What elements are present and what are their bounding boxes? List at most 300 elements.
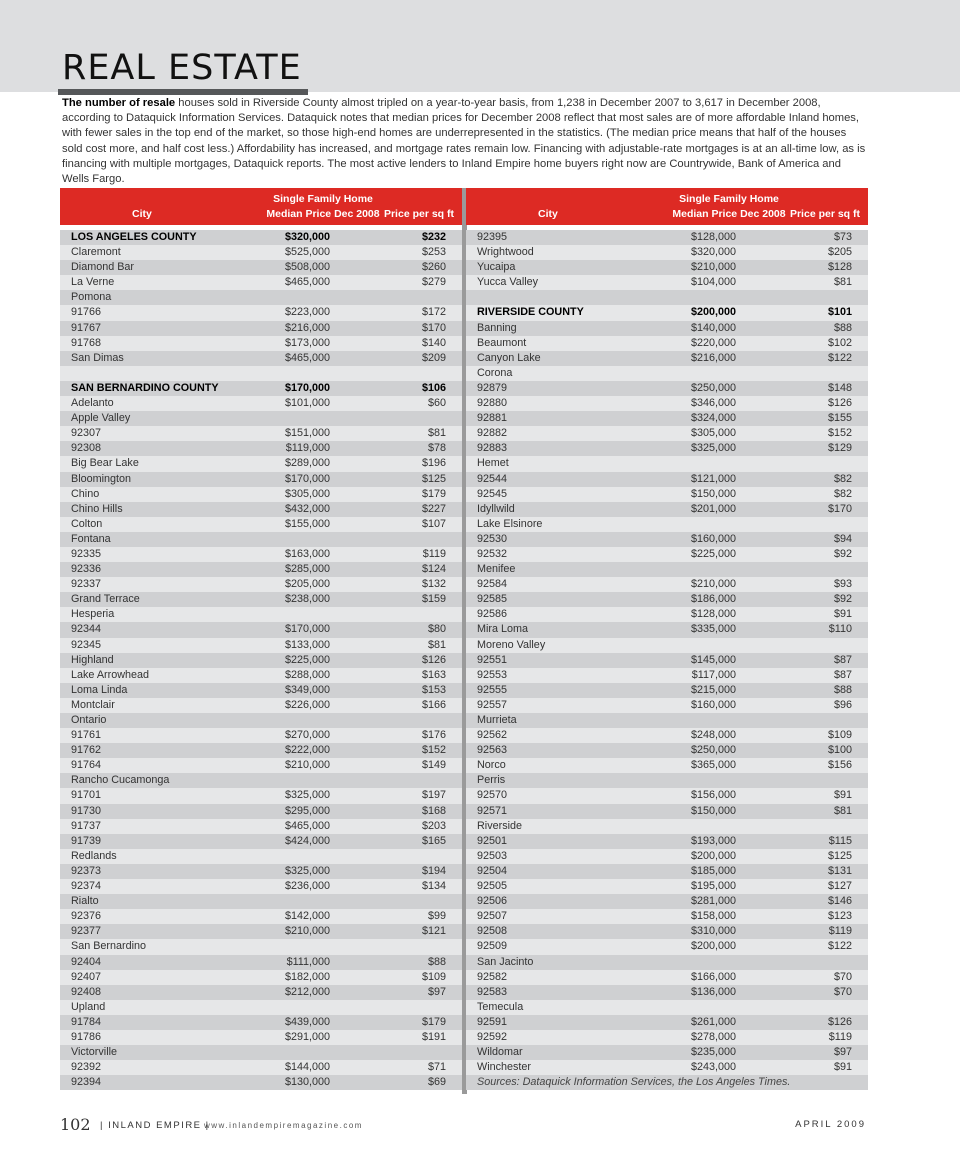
- price-per-sqft-cell: $279: [421, 276, 446, 289]
- price-per-sqft-cell: $110: [828, 623, 852, 636]
- city-cell: 92506: [477, 895, 508, 908]
- city-cell: Upland: [71, 1000, 106, 1013]
- median-price-cell: $182,000: [284, 970, 330, 983]
- price-per-sqft-cell: $125: [827, 849, 852, 862]
- city-cell: Ontario: [71, 714, 107, 726]
- median-price-cell: $160,000: [690, 698, 736, 711]
- table-row: [466, 668, 868, 683]
- table-row: [466, 683, 868, 698]
- price-per-sqft-cell: $94: [833, 532, 852, 545]
- price-per-sqft-cell: $81: [833, 276, 852, 289]
- median-price-cell: $140,000: [690, 321, 736, 334]
- median-price-cell: $166,000: [690, 970, 736, 983]
- city-cell: Wildomar: [477, 1046, 523, 1059]
- county-row: [60, 230, 462, 245]
- table-row: [60, 622, 462, 637]
- city-cell: Victorville: [71, 1046, 118, 1059]
- city-cell: 92307: [71, 427, 102, 440]
- city-cell: Yucaipa: [477, 261, 516, 274]
- table-row: [60, 773, 462, 788]
- price-per-sqft-cell: $131: [827, 864, 852, 877]
- page-title: REAL ESTATE: [62, 48, 302, 88]
- median-price-cell: $185,000: [690, 864, 736, 877]
- table-row: [466, 411, 868, 426]
- table-row: [60, 1000, 462, 1015]
- median-price-cell: $155,000: [284, 517, 330, 530]
- table-row: [466, 773, 868, 788]
- price-per-sqft-cell: $122: [827, 940, 852, 953]
- median-price-cell: $145,000: [690, 653, 736, 666]
- magazine-name: | INLAND EMPIRE |: [100, 1120, 210, 1131]
- median-price-cell: $243,000: [690, 1061, 736, 1074]
- median-price-cell: $432,000: [284, 502, 330, 515]
- table-row: [466, 924, 868, 939]
- city-cell: 91764: [71, 759, 102, 772]
- price-per-sqft-cell: $146: [827, 895, 852, 908]
- city-cell: 92344: [71, 623, 102, 636]
- table-row: [466, 532, 868, 547]
- city-cell: 92374: [71, 880, 102, 893]
- median-price-cell: $170,000: [284, 623, 330, 636]
- city-cell: 92505: [477, 880, 508, 893]
- table-row: [466, 336, 868, 351]
- city-cell: 92562: [477, 729, 508, 742]
- table-row: [466, 864, 868, 879]
- median-price-cell: $281,000: [690, 895, 736, 908]
- median-price-cell: $215,000: [690, 683, 736, 696]
- sources-note: [466, 1075, 868, 1090]
- city-cell: San Bernardino: [71, 940, 147, 953]
- header-price-per-sqft: Price per sq ft: [383, 208, 454, 220]
- price-per-sqft-cell: $197: [421, 789, 446, 802]
- median-price-cell: $222,000: [284, 744, 330, 757]
- price-per-sqft-cell: $119: [422, 547, 446, 560]
- table-row: [466, 487, 868, 502]
- price-per-sqft-cell: $155: [827, 412, 852, 425]
- table-row: [60, 487, 462, 502]
- median-price-cell: $142,000: [284, 910, 330, 923]
- table-row: [60, 472, 462, 487]
- table-row: [60, 653, 462, 668]
- median-price-cell: $205,000: [284, 578, 330, 591]
- price-per-sqft-cell: $107: [421, 517, 446, 530]
- price-per-sqft-cell: $260: [421, 261, 446, 274]
- median-price-cell: $210,000: [690, 261, 736, 274]
- price-per-sqft-cell: $109: [827, 729, 852, 742]
- city-cell: 92880: [477, 397, 508, 410]
- price-per-sqft-cell: $172: [421, 306, 446, 319]
- city-cell: Chino: [71, 487, 100, 500]
- table-row: [60, 970, 462, 985]
- table-header-right: [466, 188, 868, 225]
- city-cell: Lake Arrowhead: [71, 668, 150, 681]
- price-per-sqft-cell: $80: [427, 623, 446, 636]
- table-row: [466, 728, 868, 743]
- city-cell: 92308: [71, 442, 102, 455]
- table-row: [60, 290, 462, 305]
- price-per-sqft-cell: $100: [827, 744, 852, 757]
- table-row: [60, 758, 462, 773]
- city-cell: Redlands: [71, 849, 117, 862]
- price-per-sqft-cell: $253: [421, 246, 446, 259]
- table-row: [60, 1045, 462, 1060]
- price-per-sqft-cell: $88: [833, 321, 852, 334]
- city-cell: Rancho Cucamonga: [71, 774, 170, 787]
- city-cell: 92557: [477, 698, 508, 711]
- table-row: [466, 985, 868, 1000]
- table-row: [60, 1075, 462, 1090]
- title-underline: [58, 89, 308, 95]
- table-row: [466, 834, 868, 849]
- price-per-sqft-cell: $159: [421, 593, 446, 606]
- city-cell: 92563: [477, 744, 508, 757]
- city-cell: La Verne: [71, 276, 115, 289]
- table-row: [466, 743, 868, 758]
- header-city: City: [132, 208, 152, 220]
- city-cell: 92407: [71, 970, 102, 983]
- city-cell: Apple Valley: [71, 412, 131, 425]
- price-per-sqft-cell: $170: [827, 502, 852, 515]
- city-cell: Norco: [477, 759, 506, 772]
- price-per-sqft-cell: $125: [421, 472, 446, 485]
- city-cell: Montclair: [71, 698, 115, 711]
- city-cell: 92373: [71, 864, 102, 877]
- price-per-sqft-cell: $115: [828, 834, 852, 847]
- table-row: [466, 577, 868, 592]
- city-cell: 92545: [477, 487, 508, 500]
- median-price-cell: $212,000: [284, 985, 330, 998]
- city-cell: San Dimas: [71, 351, 124, 364]
- table-row: [60, 562, 462, 577]
- city-cell: 91768: [71, 336, 102, 349]
- intro-paragraph: [62, 96, 868, 187]
- table-row: [60, 532, 462, 547]
- median-price-cell: $216,000: [284, 321, 330, 334]
- city-cell: Beaumont: [477, 336, 527, 349]
- median-price-cell: $226,000: [284, 698, 330, 711]
- city-cell: 92570: [477, 789, 508, 802]
- city-cell: 92503: [477, 849, 508, 862]
- city-cell: Diamond Bar: [71, 261, 135, 274]
- price-per-sqft-cell: $109: [421, 970, 446, 983]
- table-row: [60, 456, 462, 471]
- table-row: [466, 260, 868, 275]
- table-row: [466, 879, 868, 894]
- price-per-sqft-cell: $121: [421, 925, 446, 938]
- table-row: [60, 939, 462, 954]
- median-price-cell: $200,000: [690, 849, 736, 862]
- median-price-cell: $320,000: [690, 246, 736, 259]
- price-per-sqft-cell: $82: [833, 472, 852, 485]
- city-cell: 92883: [477, 442, 508, 455]
- city-cell: 92337: [71, 578, 102, 591]
- table-row: [466, 245, 868, 260]
- price-per-sqft-cell: $92: [833, 547, 852, 560]
- table-column-right: [466, 188, 868, 1094]
- city-cell: Claremont: [71, 246, 121, 259]
- city-cell: 92404: [71, 955, 102, 968]
- table-row: [466, 275, 868, 290]
- median-price-cell: $335,000: [690, 623, 736, 636]
- city-cell: 92501: [477, 834, 508, 847]
- city-cell: Idyllwild: [477, 502, 515, 515]
- table-row: [466, 592, 868, 607]
- table-row: [60, 411, 462, 426]
- median-price-cell: $119,000: [285, 442, 330, 455]
- table-row: [466, 638, 868, 653]
- city-cell: 91730: [71, 804, 102, 817]
- table-row: [60, 819, 462, 834]
- median-price-cell: $291,000: [284, 1030, 330, 1043]
- page-footer: [60, 1115, 866, 1137]
- city-cell: 91737: [71, 819, 102, 832]
- price-per-sqft-cell: $97: [833, 1046, 852, 1059]
- city-cell: Murrieta: [477, 714, 517, 726]
- table-row: [60, 245, 462, 260]
- city-cell: 92394: [71, 1076, 102, 1089]
- median-price-cell: $270,000: [284, 729, 330, 742]
- table-row: [60, 426, 462, 441]
- median-price-cell: $424,000: [284, 834, 330, 847]
- city-cell: Menifee: [477, 563, 516, 576]
- table-row: [60, 743, 462, 758]
- median-price-cell: $170,000: [284, 381, 330, 394]
- table-row: [466, 1030, 868, 1045]
- table-row: [60, 366, 462, 381]
- table-row: [466, 517, 868, 532]
- table-row: [60, 321, 462, 336]
- median-price-cell: $136,000: [690, 985, 736, 998]
- price-per-sqft-cell: $126: [421, 653, 446, 666]
- table-row: [60, 849, 462, 864]
- rows-left: [60, 230, 462, 1090]
- price-per-sqft-cell: $153: [421, 683, 446, 696]
- city-cell: 92392: [71, 1061, 102, 1074]
- price-per-sqft-cell: $102: [827, 336, 852, 349]
- median-price-cell: $465,000: [284, 276, 330, 289]
- median-price-cell: $195,000: [690, 880, 736, 893]
- price-per-sqft-cell: $129: [827, 442, 852, 455]
- table-row: [60, 834, 462, 849]
- price-per-sqft-cell: $122: [827, 351, 852, 364]
- city-cell: Mira Loma: [477, 623, 529, 636]
- median-price-cell: $285,000: [284, 563, 330, 576]
- table-row: [466, 472, 868, 487]
- price-per-sqft-cell: $91: [833, 1061, 852, 1074]
- price-per-sqft-cell: $88: [833, 683, 852, 696]
- issue-date: APRIL 2009: [795, 1119, 866, 1130]
- median-price-cell: $121,000: [690, 472, 736, 485]
- table-row: [466, 456, 868, 471]
- city-cell: Hemet: [477, 457, 509, 470]
- table-row: [60, 592, 462, 607]
- median-price-cell: $238,000: [284, 593, 330, 606]
- table-row: [466, 607, 868, 622]
- median-price-cell: $130,000: [284, 1076, 330, 1089]
- city-cell: 92530: [477, 532, 508, 545]
- table-row: [60, 275, 462, 290]
- median-price-cell: $210,000: [690, 578, 736, 591]
- table-row: [60, 894, 462, 909]
- median-price-cell: $128,000: [690, 608, 736, 621]
- price-per-sqft-cell: $71: [427, 1061, 446, 1074]
- table-row: [60, 607, 462, 622]
- median-price-cell: $236,000: [284, 880, 330, 893]
- city-cell: 92508: [477, 925, 508, 938]
- city-cell: Colton: [71, 517, 103, 530]
- city-cell: 92586: [477, 608, 508, 621]
- price-per-sqft-cell: $165: [421, 834, 446, 847]
- table-row: [60, 1060, 462, 1075]
- price-per-sqft-cell: $194: [421, 864, 446, 877]
- median-price-cell: $201,000: [690, 502, 736, 515]
- city-cell: 92507: [477, 910, 508, 923]
- city-cell: 91761: [71, 729, 102, 742]
- table-row: [466, 230, 868, 245]
- city-cell: 92544: [477, 472, 508, 485]
- header-city: City: [538, 208, 558, 220]
- table-row: [60, 336, 462, 351]
- city-cell: Pomona: [71, 291, 112, 304]
- table-row: [60, 879, 462, 894]
- table-row: [466, 758, 868, 773]
- median-price-cell: $325,000: [284, 864, 330, 877]
- table-row: [60, 909, 462, 924]
- median-price-cell: $150,000: [690, 804, 736, 817]
- table-row: [466, 909, 868, 924]
- median-price-cell: $160,000: [690, 532, 736, 545]
- city-cell: 92532: [477, 547, 508, 560]
- table-row: [466, 547, 868, 562]
- median-price-cell: $305,000: [284, 487, 330, 500]
- city-cell: LOS ANGELES COUNTY: [71, 231, 197, 243]
- city-cell: Corona: [477, 366, 513, 379]
- median-price-cell: $200,000: [690, 306, 736, 319]
- table-row: [60, 351, 462, 366]
- price-per-sqft-cell: $70: [833, 985, 852, 998]
- price-per-sqft-cell: $179: [421, 487, 446, 500]
- city-cell: Yucca Valley: [477, 276, 539, 289]
- table-row: [466, 290, 868, 305]
- price-per-sqft-cell: $134: [421, 880, 446, 893]
- table-row: [466, 698, 868, 713]
- price-per-sqft-cell: $99: [427, 910, 446, 923]
- price-per-sqft-cell: $73: [833, 231, 852, 243]
- table-row: [466, 1060, 868, 1075]
- table-row: [466, 381, 868, 396]
- city-cell: 91739: [71, 834, 102, 847]
- city-cell: 92504: [477, 864, 508, 877]
- price-per-sqft-cell: $127: [827, 880, 852, 893]
- city-cell: 92584: [477, 578, 508, 591]
- city-cell: 92583: [477, 985, 508, 998]
- city-cell: Hesperia: [71, 608, 115, 621]
- city-cell: Fontana: [71, 532, 111, 545]
- county-row: [466, 305, 868, 320]
- median-price-cell: $439,000: [284, 1015, 330, 1028]
- price-per-sqft-cell: $91: [833, 789, 852, 802]
- city-cell: Moreno Valley: [477, 638, 546, 651]
- city-cell: Grand Terrace: [71, 593, 140, 606]
- price-per-sqft-cell: $203: [421, 819, 446, 832]
- city-cell: Perris: [477, 774, 506, 787]
- city-cell: Sources: Dataquick Information Services, the Los Angeles Times.: [477, 1076, 791, 1089]
- median-price-cell: $288,000: [284, 668, 330, 681]
- table-row: [60, 924, 462, 939]
- table-row: [60, 955, 462, 970]
- price-per-sqft-cell: $205: [827, 246, 852, 259]
- city-cell: 91766: [71, 306, 102, 319]
- city-cell: 92377: [71, 925, 102, 938]
- price-per-sqft-cell: $128: [827, 261, 852, 274]
- city-cell: Chino Hills: [71, 502, 123, 515]
- city-cell: Winchester: [477, 1061, 532, 1074]
- price-per-sqft-cell: $81: [427, 638, 446, 651]
- city-cell: Rialto: [71, 895, 99, 908]
- table-row: [60, 668, 462, 683]
- median-price-cell: $305,000: [690, 427, 736, 440]
- price-per-sqft-cell: $149: [421, 759, 446, 772]
- price-per-sqft-cell: $191: [421, 1030, 446, 1043]
- table-row: [466, 804, 868, 819]
- table-row: [60, 305, 462, 320]
- table-row: [60, 517, 462, 532]
- table-row: [60, 547, 462, 562]
- table-row: [466, 955, 868, 970]
- price-per-sqft-cell: $227: [421, 502, 446, 515]
- city-cell: 92553: [477, 668, 508, 681]
- median-price-cell: $220,000: [690, 336, 736, 349]
- table-row: [466, 562, 868, 577]
- table-row: [60, 1015, 462, 1030]
- city-cell: 92881: [477, 412, 508, 425]
- median-price-cell: $324,000: [690, 412, 736, 425]
- price-per-sqft-cell: $60: [427, 397, 446, 410]
- price-per-sqft-cell: $91: [833, 608, 852, 621]
- price-per-sqft-cell: $132: [421, 578, 446, 591]
- median-price-cell: $365,000: [690, 759, 736, 772]
- city-cell: Riverside: [477, 819, 523, 832]
- table-row: [60, 804, 462, 819]
- median-price-cell: $144,000: [284, 1061, 330, 1074]
- price-per-sqft-cell: $96: [833, 698, 852, 711]
- city-cell: Loma Linda: [71, 683, 128, 696]
- table-row: [466, 939, 868, 954]
- table-row: [466, 819, 868, 834]
- price-per-sqft-cell: $156: [827, 759, 852, 772]
- city-cell: 92376: [71, 910, 102, 923]
- price-per-sqft-cell: $97: [427, 985, 446, 998]
- median-price-cell: $325,000: [690, 442, 736, 455]
- city-cell: 92585: [477, 593, 508, 606]
- city-cell: Temecula: [477, 1000, 524, 1013]
- price-per-sqft-cell: $196: [421, 457, 446, 470]
- city-cell: 92345: [71, 638, 102, 651]
- price-per-sqft-cell: $209: [421, 351, 446, 364]
- table-row: [466, 622, 868, 637]
- median-price-cell: $235,000: [690, 1046, 736, 1059]
- price-per-sqft-cell: $152: [421, 744, 446, 757]
- table-row: [466, 849, 868, 864]
- city-cell: Big Bear Lake: [71, 457, 139, 470]
- median-price-cell: $250,000: [690, 744, 736, 757]
- price-per-sqft-cell: $123: [827, 910, 852, 923]
- price-per-sqft-cell: $87: [833, 653, 852, 666]
- city-cell: 92509: [477, 940, 508, 953]
- price-per-sqft-cell: $82: [833, 487, 852, 500]
- price-per-sqft-cell: $70: [833, 970, 852, 983]
- price-table: [60, 188, 867, 1094]
